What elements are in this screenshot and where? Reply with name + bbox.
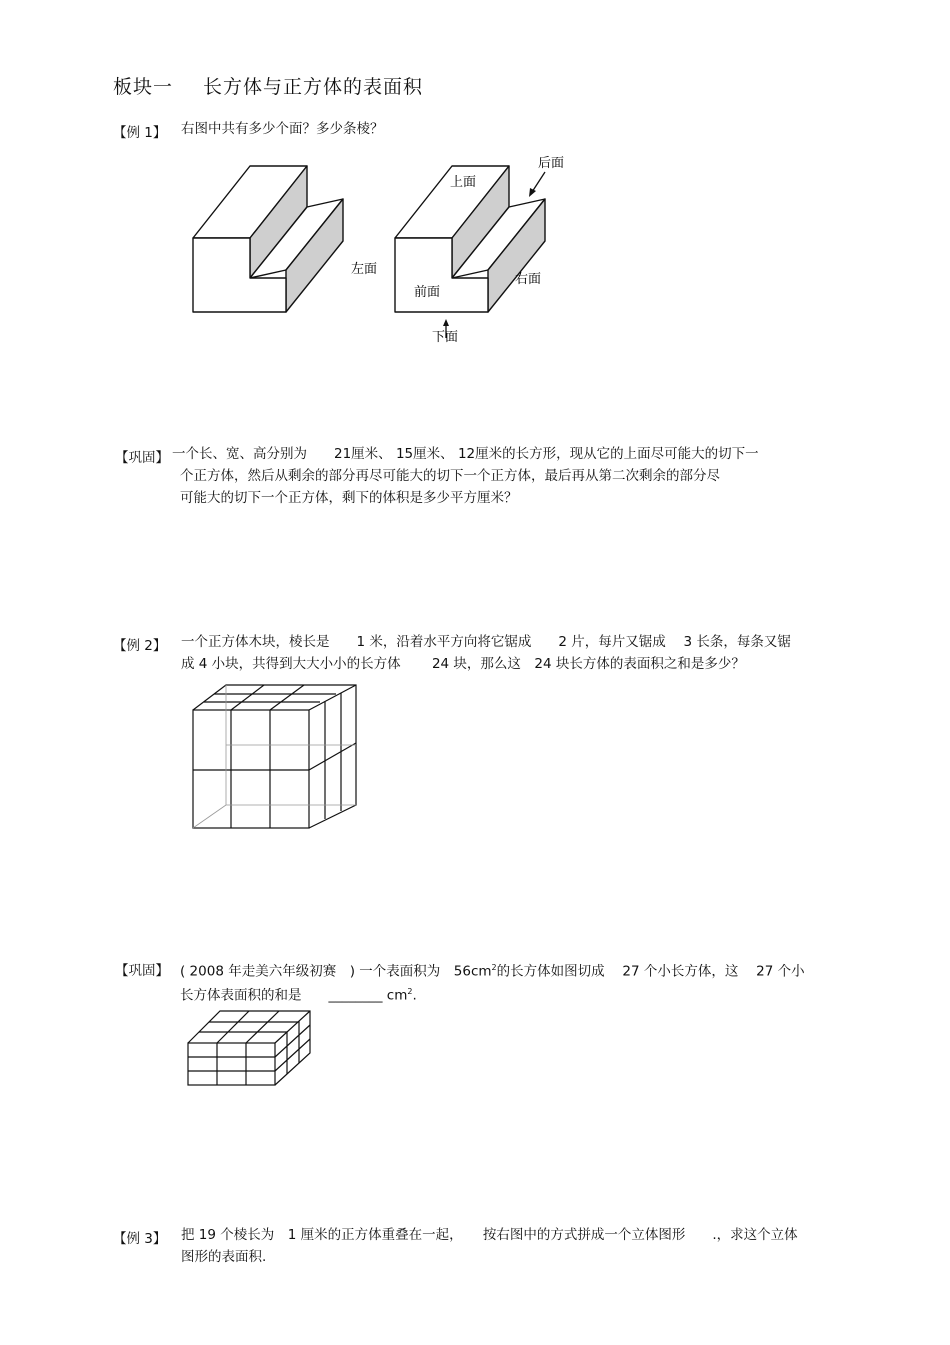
example-1-tag: 【例 1】 bbox=[113, 125, 167, 141]
stair-figures bbox=[180, 150, 600, 350]
consolidation-1-line-2: 个正方体，然后从剩余的部分再尽可能大的切下一个正方体，最后再从第二次剩余的部分尽 bbox=[180, 468, 720, 484]
example-2-line-2: 成 4 小块，共得到大大小小的长方体 24 块，那么这 24 块长方体的表面积之和是多少？ bbox=[181, 656, 745, 672]
squared-superscript-1: 2 bbox=[491, 963, 497, 972]
bottom-arrow-head bbox=[443, 319, 449, 326]
example-2-tag: 【例 2】 bbox=[113, 638, 167, 654]
cuboid-27-figure bbox=[183, 1005, 318, 1090]
consolidation-2-line-2-b: . bbox=[412, 987, 417, 1004]
section-number: 板块一 bbox=[113, 76, 174, 98]
label-back: 后面 bbox=[538, 156, 565, 171]
label-front: 前面 bbox=[414, 285, 441, 300]
section-title bbox=[113, 72, 423, 99]
example-3-tag: 【例 3】 bbox=[113, 1231, 167, 1247]
label-left: 左面 bbox=[351, 262, 378, 277]
back-arrow-head bbox=[529, 188, 536, 197]
consolidation-2-line-1-b: 的长方体如图切成 27 个小长方体，这 27 个小 bbox=[496, 963, 805, 980]
consolidation-1-line-3: 可能大的切下一个正方体，剩下的体积是多少平方厘米？ bbox=[180, 490, 518, 506]
example-1-question: 右图中共有多少个面？多少条棱？ bbox=[181, 121, 384, 137]
squared-superscript-2: 2 bbox=[407, 987, 413, 996]
example-3-line-1: 把 19 个棱长为 1 厘米的正方体重叠在一起， 按右图中的方式拼成一个立体图形 .，求这个立体 bbox=[181, 1227, 798, 1243]
consolidation-2-line-1-a: ( 2008 年走美六年级初赛 ) 一个表面积为 56cm bbox=[180, 963, 492, 980]
consolidation-2-line-1 bbox=[180, 957, 805, 983]
label-top: 上面 bbox=[450, 175, 477, 190]
example-2-line-1: 一个正方体木块，棱长是 1 米，沿着水平方向将它锯成 2 片，每片又锯成 3 长条，每条又锯 bbox=[181, 634, 791, 650]
consolidation-1-line-1: 一个长、宽、高分别为 21厘米、 15厘米、 12厘米的长方形，现从它的上面尽可能大的切下一 bbox=[172, 446, 759, 462]
label-right: 右面 bbox=[515, 272, 542, 287]
consolidation-2-line-2 bbox=[180, 981, 417, 1007]
example-3-line-2: 图形的表面积. bbox=[181, 1249, 267, 1265]
cut-cube-figure bbox=[188, 680, 363, 835]
label-bottom: 下面 bbox=[432, 330, 459, 345]
section-heading: 长方体与正方体的表面积 bbox=[203, 76, 424, 98]
consolidation-1-tag: 【巩固】 bbox=[115, 450, 169, 466]
consolidation-2-tag: 【巩固】 bbox=[115, 963, 169, 979]
consolidation-2-line-2-a: 长方体表面积的和是 ________ cm bbox=[180, 987, 408, 1004]
back-arrow-line bbox=[532, 172, 545, 192]
stair-figure-left bbox=[193, 166, 343, 312]
